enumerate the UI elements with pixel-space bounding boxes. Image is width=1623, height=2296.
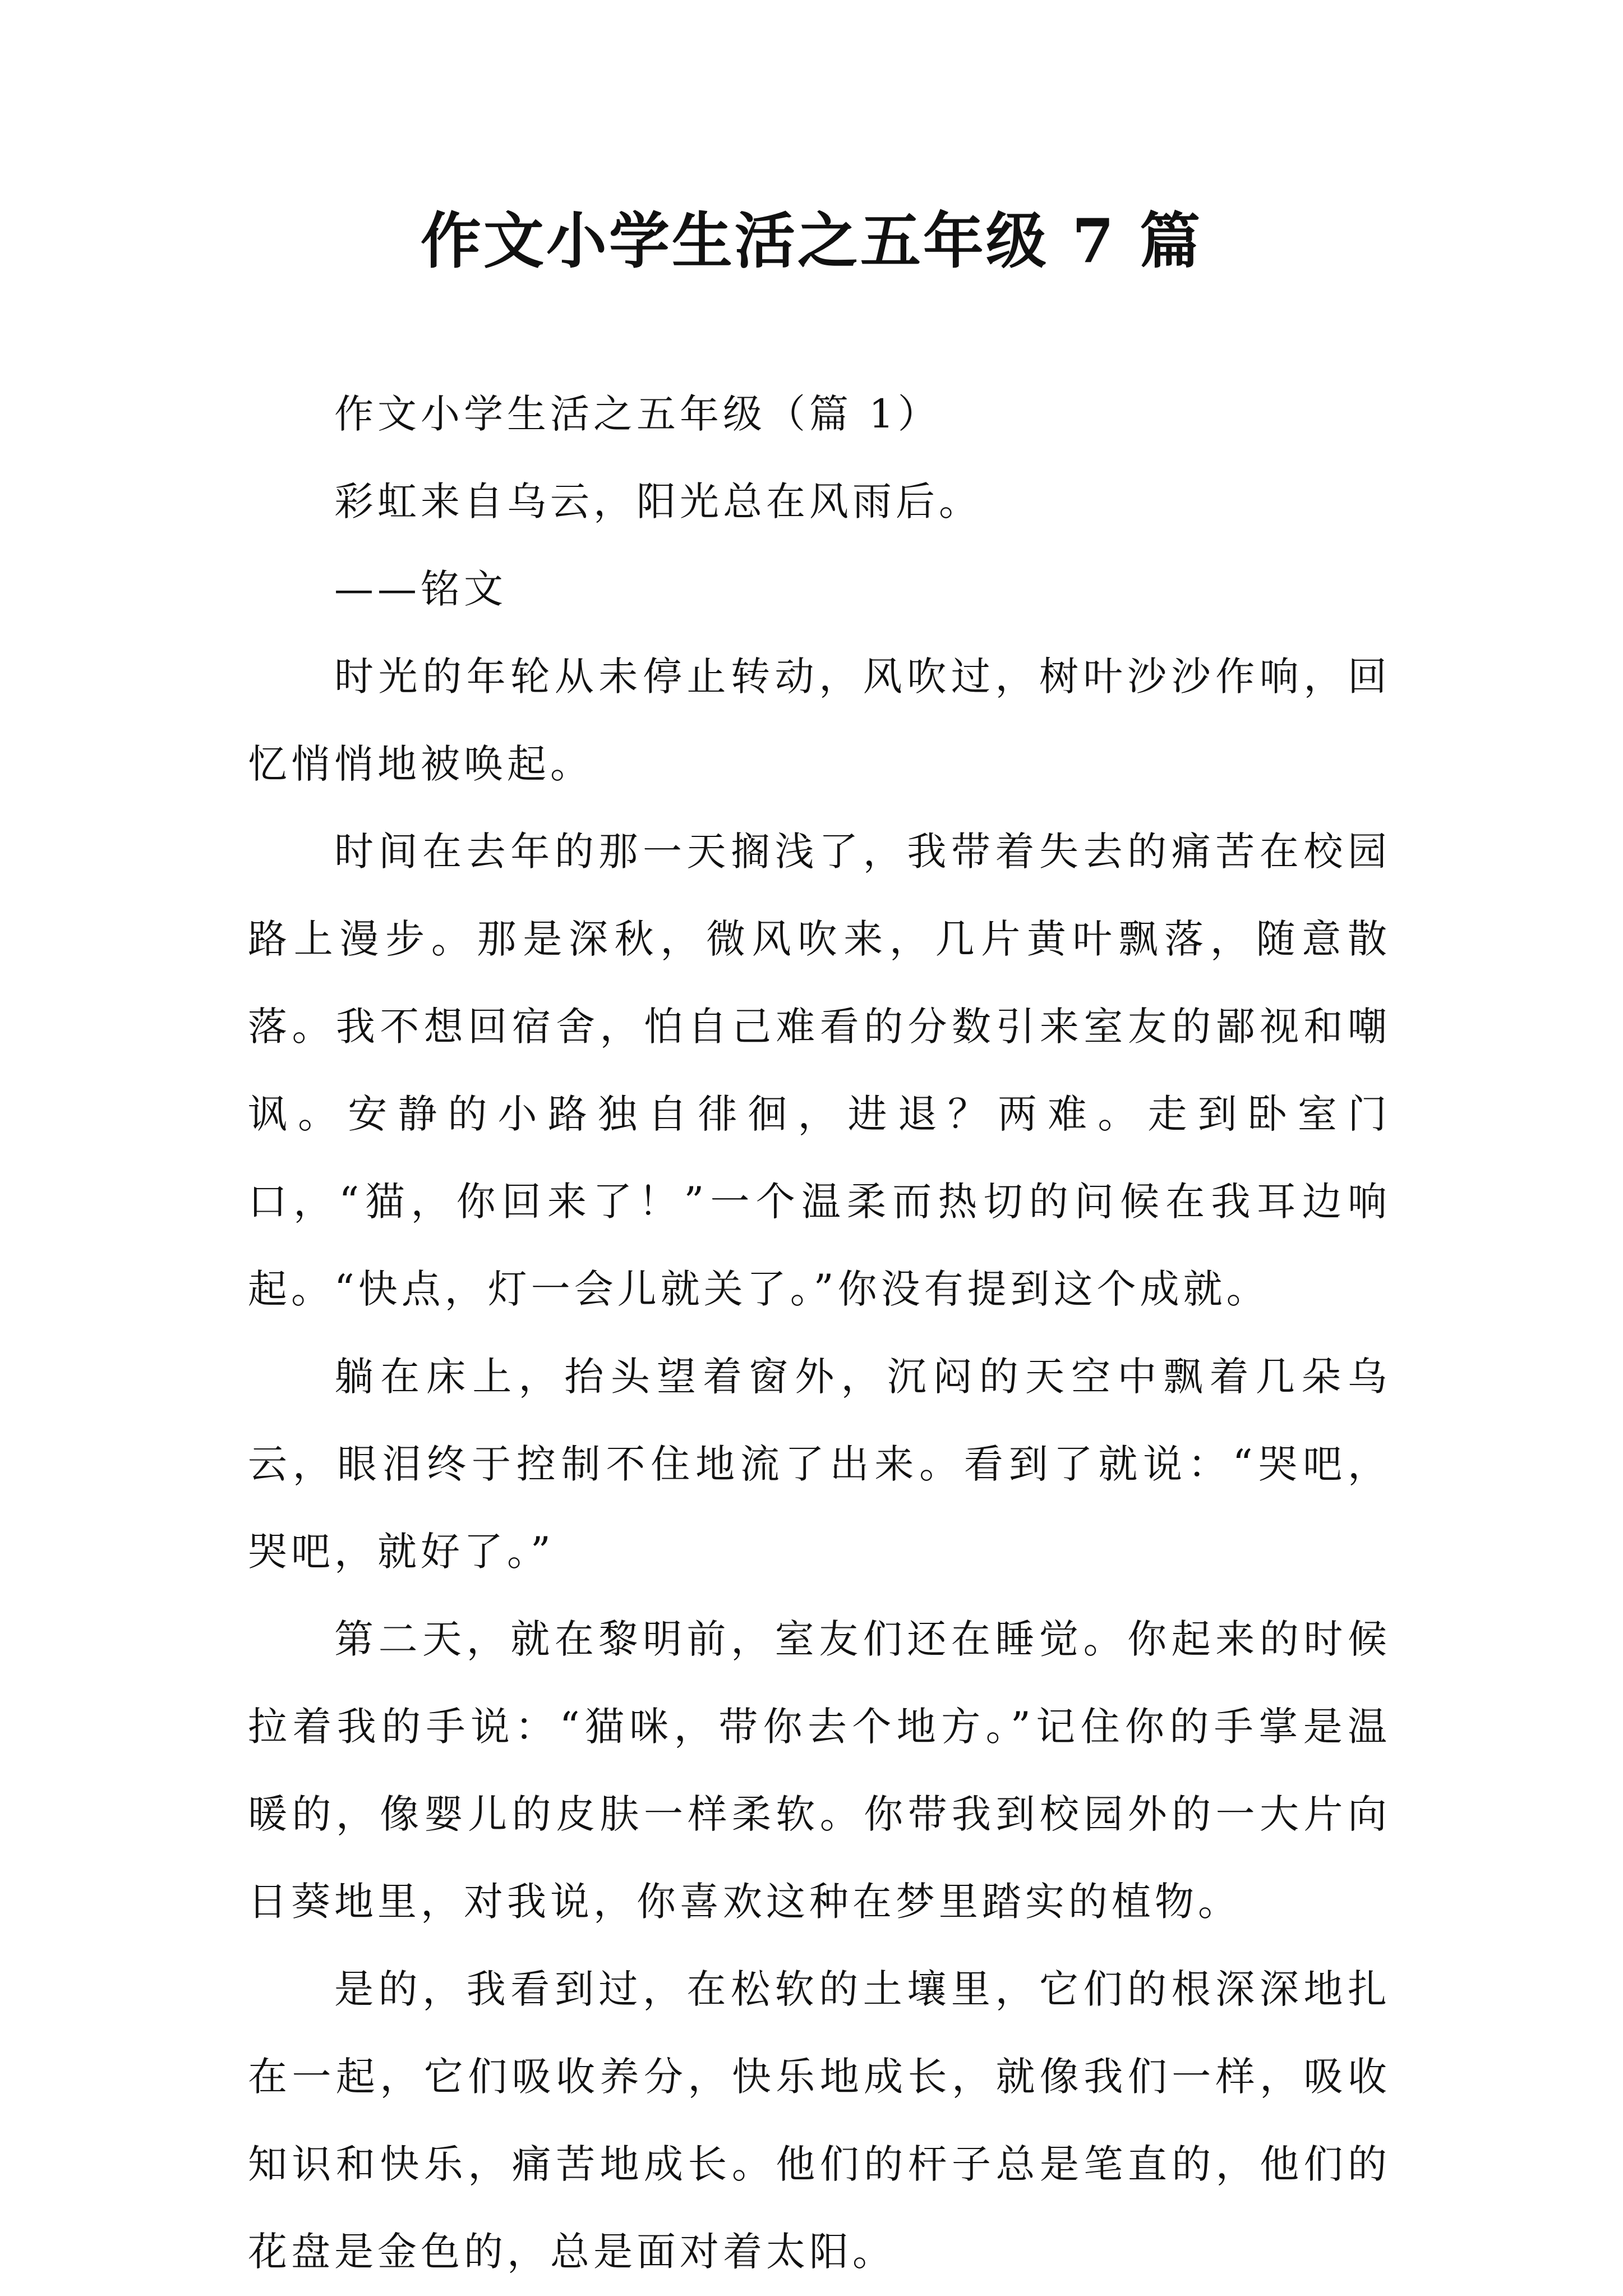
paragraph: 躺在床上，抬头望着窗外，沉闷的天空中飘着几朵乌云，眼泪终于控制不住地流了出来。看到了就说：“哭吧，哭吧，就好了。”	[248, 1354, 1391, 1575]
paragraph: 是的，我看到过，在松软的土壤里，它们的根深深地扎在一起，它们吸收养分，快乐地成长，就像我们一样，吸收知识和快乐，痛苦地成长。他们的杆子总是笔直的，他们的花盘是金色的，总是面对着太阳。	[248, 1966, 1391, 2275]
section-heading: 作文小学生活之五年级（篇 1）	[334, 391, 941, 437]
document-body	[248, 370, 1391, 2295]
epigraph-attribution: ——铭文	[334, 566, 507, 612]
epigraph: 彩虹来自乌云，阳光总在风雨后。	[334, 478, 982, 524]
paragraph: 第二天，就在黎明前，室友们还在睡觉。你起来的时候拉着我的手说：“猫咪，带你去个地方。”记住你的手掌是温暖的，像婴儿的皮肤一样柔软。你带我到校园外的一大片向日葵地里，对我说，你喜欢这种在梦里踏实的植物。	[248, 1616, 1391, 1925]
document-title: 作文小学生活之五年级 7 篇	[420, 206, 1203, 277]
paragraph: 时间在去年的那一天搁浅了，我带着失去的痛苦在校园路上漫步。那是深秋，微风吹来，几片黄叶飘落，随意散落。我不想回宿舍，怕自己难看的分数引来室友的鄙视和嘲讽。安静的小路独自徘徊，进退？两难。走到卧室门口，“猫，你回来了！”一个温柔而热切的问候在我耳边响起。“快点，灯一会儿就关了。”你没有提到这个成就。	[248, 829, 1391, 1312]
paragraph: 时光的年轮从未停止转动，风吹过，树叶沙沙作响，回忆悄悄地被唤起。	[248, 654, 1391, 787]
